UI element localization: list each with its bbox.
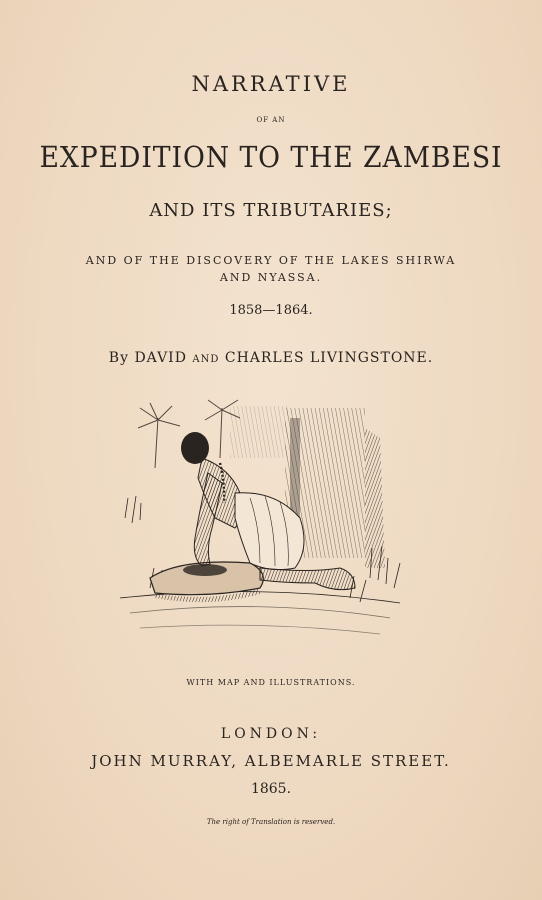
publisher: JOHN MURRAY, ALBEMARLE STREET. (91, 752, 451, 770)
publication-city: LONDON: (220, 726, 322, 742)
authors-by: By (108, 350, 129, 366)
engraving-illustration (110, 398, 410, 648)
date-range: 1858—1864. (229, 303, 313, 318)
rights-note: The right of Translation is reserved. (206, 818, 336, 826)
authors-and: AND (192, 354, 220, 365)
author-charles: CHARLES LIVINGSTONE. (224, 350, 434, 366)
grinding-stone (150, 562, 263, 602)
title-main: EXPEDITION TO THE ZAMBESI (39, 140, 503, 174)
illustrations-note: WITH MAP AND ILLUSTRATIONS. (186, 678, 356, 687)
authors-line (0, 350, 542, 366)
title-narrative: NARRATIVE (191, 72, 351, 96)
author-david: DAVID (134, 350, 187, 366)
publication-year: 1865. (250, 781, 292, 797)
title-tributaries: AND ITS TRIBUTARIES; (149, 200, 393, 221)
title-of-an: OF AN (256, 116, 286, 124)
subtitle-discovery-line-1: AND OF THE DISCOVERY OF THE LAKES SHIRWA (85, 254, 457, 267)
subtitle-discovery-line-2: AND NYASSA. (219, 271, 323, 284)
